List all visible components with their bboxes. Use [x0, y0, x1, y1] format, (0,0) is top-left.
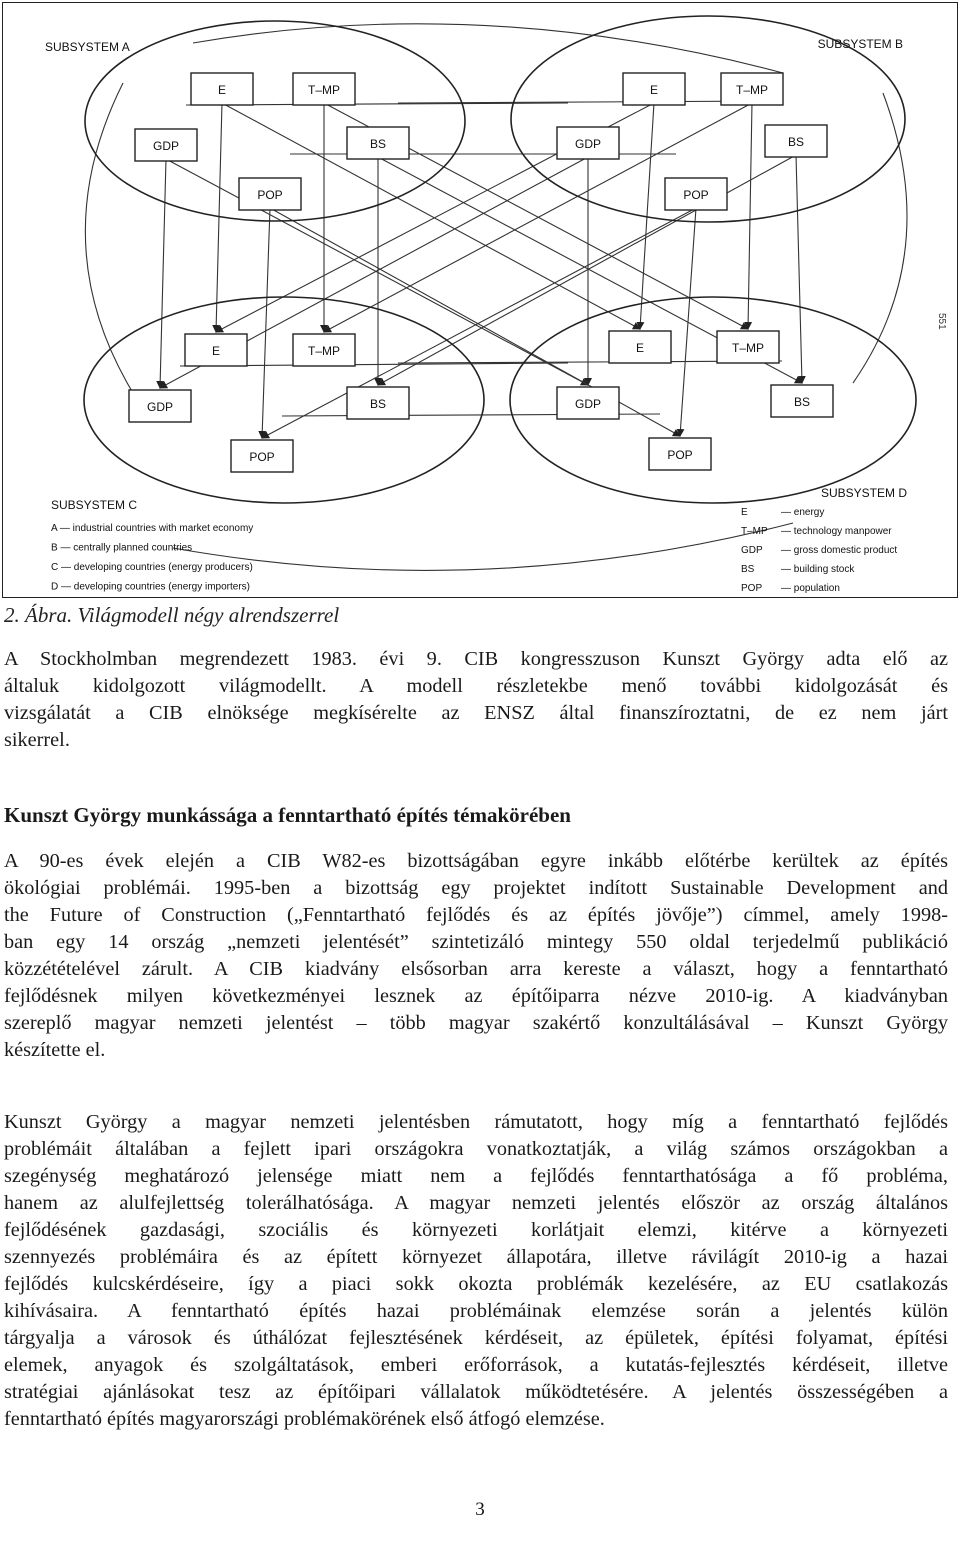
report-line: fejlődés kulcskérdéseire, így a piaci sokk okozta problémák kezelésére, az EU csatlakozás: [4, 1273, 948, 1295]
connection-curve: [193, 24, 783, 73]
node-label-a-e: E: [217, 83, 227, 97]
connection-curve: [853, 93, 907, 383]
figure-caption: 2. Ábra. Világmodell négy alrendszerrel: [4, 603, 340, 627]
legend-right-abbr: GDP: [741, 545, 763, 556]
report-line: elemek, anyagok és szolgáltatások, emberi erőforrások, a kutatás-fejlesztés kérdéseit, illetve: [4, 1354, 948, 1376]
legend-left-item: C — developing countries (energy producers): [51, 562, 253, 573]
node-label-b-pop: POP: [683, 188, 709, 202]
node-label-d-e: E: [635, 341, 645, 355]
node-label-d-tmp: T–MP: [731, 341, 765, 355]
legend-right-desc: — population: [781, 583, 840, 594]
cib-line: készítette el.: [4, 1039, 106, 1061]
node-label-a-pop: POP: [257, 188, 283, 202]
report-line: kihívásaira. A fenntartható építés hazai problémáinak elemzése során a jelentés külön: [4, 1300, 948, 1322]
legend-right-abbr: T–MP: [741, 526, 768, 537]
cib-line: közzétételével zárult. A CIB kiadvány elsősorban arra kereste a választ, hogy a fenntartható: [4, 958, 948, 980]
report-line: stratégiai ajánlásokat tesz az építőipari vállalatok működtetésére. A jelentés összességében a: [4, 1381, 948, 1403]
connection-line: [398, 101, 776, 103]
connection-line: [160, 159, 166, 388]
node-label-c-tmp: T–MP: [307, 344, 341, 358]
connection-line: [796, 155, 802, 383]
intro-line: vizsgálatát a CIB elnöksége megkísérelte az ENSZ által finanszíroztatni, de ez nem járt: [4, 702, 948, 724]
cib-line: A 90-es évek elején a CIB W82-es bizottságában egyre inkább előtérbe kerültek az építés: [4, 850, 948, 872]
subsystem-a-label: SUBSYSTEM A: [45, 40, 130, 54]
section-heading: Kunszt György munkássága a fenntartható építés témakörében: [4, 803, 571, 827]
connection-curve: [173, 523, 793, 570]
node-label-b-bs: BS: [787, 135, 805, 149]
node-label-b-tmp: T–MP: [735, 83, 769, 97]
intro-line: sikerrel.: [4, 729, 70, 751]
node-label-b-gdp: GDP: [574, 137, 602, 151]
legend-right-abbr: E: [741, 507, 748, 518]
legend-left-item: D — developing countries (energy importers): [51, 581, 250, 593]
report-line: problémáit általában a fejlett ipari országokra vonatkoztatják, a világ számos országokban a: [4, 1138, 948, 1160]
paragraph-national-report: [4, 1109, 948, 1433]
report-line: fejlődésének gazdasági, szociális és környezeti korlátjait elemzi, kitérve a környezeti: [4, 1219, 948, 1241]
node-label-a-gdp: GDP: [152, 139, 180, 153]
subsystem-c-label: SUBSYSTEM C: [51, 498, 138, 512]
report-line: Kunszt György a magyar nemzeti jelentésben rámutatott, hogy míg a fenntartható fejlődés: [4, 1111, 948, 1133]
node-label-c-gdp: GDP: [146, 400, 174, 414]
cib-line: the Future of Construction („Fenntartható fejlődés és az építés jövője”) címmel, amely 1998-: [4, 904, 948, 926]
intro-line: A Stockholmban megrendezett 1983. évi 9. CIB kongresszuson Kunszt György adta elő az: [4, 648, 948, 670]
node-label-a-bs: BS: [369, 137, 387, 151]
margin-note: 551: [936, 313, 947, 330]
connection-curve: [85, 83, 133, 393]
world-model-diagram: [3, 3, 957, 597]
node-label-d-bs: BS: [793, 395, 811, 409]
cib-line: ban egy 14 ország „nemzeti jelentését” szintetizáló mintegy 550 oldal terjedelmű publikáció: [4, 931, 948, 953]
report-line: hanem az alulfejlettség tolerálhatósága. A magyar nemzeti jelentés először az ország általános: [4, 1192, 948, 1214]
legend-left-item: A — industrial countries with market economy: [51, 523, 254, 534]
report-line: fenntartható építés magyarországi problémakörének első átfogó elemzése.: [4, 1408, 605, 1430]
node-label-c-pop: POP: [249, 450, 275, 464]
paragraph-cib-w82: [4, 848, 948, 1064]
report-line: tárgyalja a városok és úthálózat fejlesztésének kérdéseit, az épületek, építési folyamat, építési: [4, 1327, 948, 1349]
node-label-c-bs: BS: [369, 397, 387, 411]
report-line: szennyezés problémáira és az épített környezet állapotára, illetve rávilágít 2010-ig a hazai: [4, 1246, 948, 1268]
report-line: szegénység meghatározó jelensége miatt nem a fejlődés fenntarthatósága a fő probléma,: [4, 1165, 948, 1187]
cib-line: fejlődésnek milyen következményei lesznek az építőiparra nézve 2010-ig. A kiadványban: [4, 985, 948, 1007]
cib-line: ökológiai problémái. 1995-ben a bizottság egy projektet indított Sustainable Development and: [4, 877, 948, 899]
legend-right-desc: — energy: [781, 507, 825, 518]
world-model-figure: [2, 2, 958, 598]
paragraph-intro: [4, 646, 948, 754]
connection-line: [680, 208, 696, 436]
legend-right-desc: — gross domestic product: [781, 545, 898, 556]
intro-line: általuk kidolgozott világmodellt. A modell részletekbe menő további kidolgozását és: [4, 675, 948, 697]
subsystem-d-label: SUBSYSTEM D: [820, 486, 907, 500]
legend-left-item: B — centrally planned countries: [51, 542, 193, 554]
legend-right-desc: — technology manpower: [781, 526, 892, 537]
connection-line: [748, 103, 752, 329]
node-label-d-gdp: GDP: [574, 397, 602, 411]
node-label-b-e: E: [649, 83, 659, 97]
node-label-d-pop: POP: [667, 448, 693, 462]
page-number: 3: [475, 1499, 485, 1520]
connection-line: [262, 208, 270, 438]
legend-right-abbr: POP: [741, 583, 763, 594]
legend-right-desc: — building stock: [781, 564, 855, 575]
node-label-a-tmp: T–MP: [307, 83, 341, 97]
subsystem-b-label: SUBSYSTEM B: [817, 37, 903, 51]
node-label-c-e: E: [211, 344, 221, 358]
cib-line: szereplő magyar nemzeti jelentést – több magyar szakértő konzultálásával – Kunszt György: [4, 1012, 948, 1034]
legend-right-abbr: BS: [741, 564, 755, 575]
